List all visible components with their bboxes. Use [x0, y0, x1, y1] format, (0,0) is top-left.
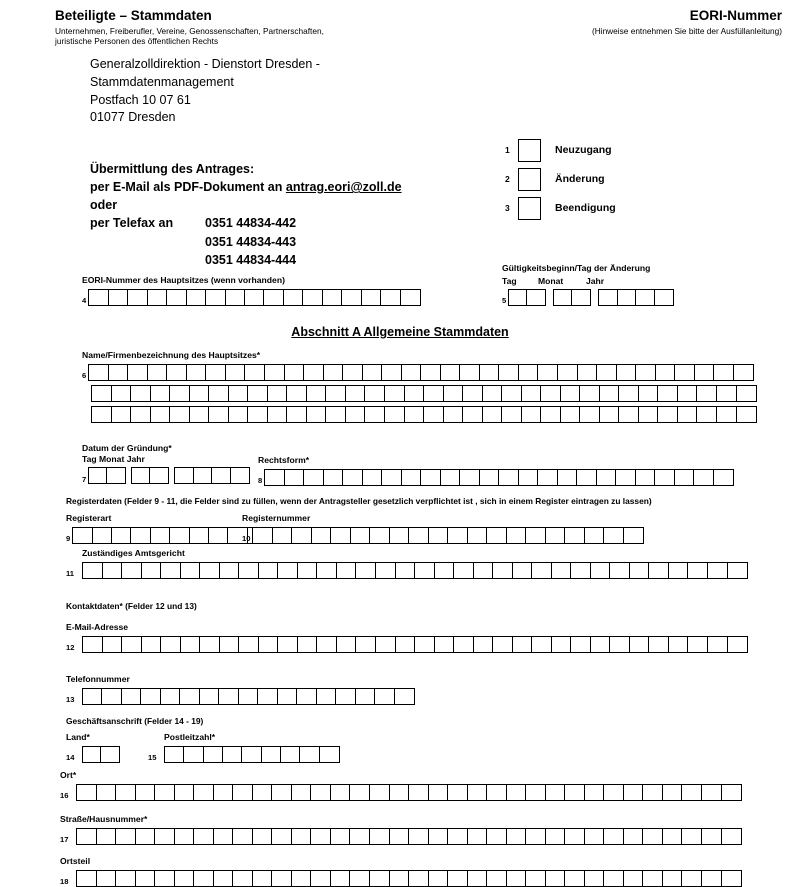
field-email [66, 622, 748, 653]
field-label: Datum der Gründung* [82, 443, 172, 453]
input-plz[interactable] [164, 746, 340, 763]
input-registerart[interactable] [72, 527, 268, 544]
field-label: E-Mail-Adresse [66, 622, 129, 632]
field-label: Name/Firmenbezeichnung des Hauptsitzes* [82, 350, 261, 360]
option-row-aenderung [505, 167, 616, 191]
option-number: 2 [505, 174, 510, 184]
eori-title: EORI-Nummer [689, 8, 782, 23]
transmission-oder: oder [90, 198, 118, 213]
header-subtitle-line1: Unternehmen, Freiberufler, Vereine, Genossenschaften, Partnerschaften, [55, 25, 324, 36]
field-plz [148, 732, 340, 763]
fax-line-3 [90, 251, 402, 269]
field-eori-hauptsitz [82, 275, 421, 306]
input-name-firma-row2[interactable] [91, 385, 757, 402]
input-tag[interactable] [508, 289, 546, 306]
field-number: 4 [82, 296, 87, 306]
sublabel-monat: Monat [538, 275, 564, 286]
input-rechtsform[interactable] [264, 469, 734, 486]
input-monat[interactable] [553, 289, 591, 306]
field-label: Registernummer [242, 513, 311, 523]
fax-label: per Telefax an [90, 216, 174, 231]
fax-spacer [90, 233, 205, 251]
field-label: EORI-Nummer des Hauptsitzes (wenn vorhanden) [82, 275, 285, 285]
field-number: 6 [82, 371, 87, 381]
field-label: Ort* [60, 770, 77, 780]
field-number: 8 [258, 476, 263, 486]
field-label: Land* [66, 732, 90, 742]
field-telefon [66, 674, 415, 705]
input-ort[interactable] [76, 784, 742, 801]
field-number: 18 [60, 877, 69, 887]
fax-number-3: 0351 44834-444 [205, 252, 297, 267]
field-label: Rechtsform* [258, 455, 310, 465]
field-label: Ortsteil [60, 856, 91, 866]
fax-spacer [90, 251, 205, 269]
address-line-3: Postfach 10 07 61 [90, 92, 191, 107]
header-subtitle-line2: juristische Personen des öffentlichen Rechts [55, 36, 219, 47]
field-number: 7 [82, 474, 87, 484]
request-type-options [505, 138, 616, 225]
header-left [55, 8, 324, 47]
page-title: Beteiligte – Stammdaten [55, 8, 212, 23]
field-sublabel: Tag Monat Jahr [82, 453, 145, 464]
option-row-beendigung [505, 196, 616, 220]
option-number: 3 [505, 203, 510, 213]
recipient-address [90, 56, 320, 127]
option-number: 1 [505, 145, 510, 155]
checkbox-neuzugang[interactable] [518, 139, 541, 162]
document-header [55, 8, 782, 47]
field-rechtsform [258, 455, 734, 486]
field-number: 9 [66, 534, 71, 544]
fax-line-2 [90, 233, 402, 251]
kontaktdaten-hint: Kontaktdaten* (Felder 12 und 13) [66, 601, 197, 611]
input-name-firma-row1[interactable] [88, 364, 754, 381]
input-land[interactable] [82, 746, 120, 763]
transmission-title: Übermittlung des Antrages: [90, 162, 255, 176]
registerdaten-hint: Registerdaten (Felder 9 - 11, die Felder sind zu füllen, wenn der Antragsteller gesetzlich verpflichtet ist , sich in einem Register eintragen zu lassen) [66, 496, 652, 506]
field-registerart [66, 513, 268, 544]
field-ortsteil [60, 856, 742, 887]
address-line-2: Stammdatenmanagement [90, 74, 234, 89]
input-gruendung-tag[interactable] [88, 467, 126, 484]
option-label: Neuzugang [555, 144, 612, 156]
geschaeftsanschrift-hint: Geschäftsanschrift (Felder 14 - 19) [66, 716, 204, 726]
input-strasse[interactable] [76, 828, 742, 845]
checkbox-beendigung[interactable] [518, 197, 541, 220]
input-jahr[interactable] [598, 289, 674, 306]
fax-line-1 [90, 214, 402, 232]
checkbox-aenderung[interactable] [518, 168, 541, 191]
input-telefon[interactable] [82, 688, 415, 705]
address-line-1: Generalzolldirektion - Dienstort Dresden - [90, 57, 320, 71]
field-number: 10 [242, 534, 251, 544]
header-right [592, 8, 782, 36]
field-label: Gültigkeitsbeginn/Tag der Änderung [502, 263, 651, 273]
eori-hint: (Hinweise entnehmen Sie bitte der Ausfüllanleitung) [591, 26, 782, 36]
field-label: Zuständiges Amtsgericht [82, 548, 185, 558]
fax-number-1: 0351 44834-442 [205, 216, 297, 231]
field-label: Registerart [66, 513, 112, 523]
field-label: Telefonnummer [66, 674, 130, 684]
address-line-4: 01077 Dresden [90, 110, 176, 125]
field-ort [60, 770, 742, 801]
field-number: 5 [502, 296, 507, 306]
transmission-email-prefix: per E-Mail als PDF-Dokument an [90, 180, 286, 195]
section-a-title: Abschnitt A Allgemeine Stammdaten [291, 325, 509, 339]
input-amtsgericht[interactable] [82, 562, 748, 579]
transmission-block [90, 160, 402, 269]
email-link[interactable]: antrag.eori@zoll.de [285, 180, 402, 195]
input-gruendung-monat[interactable] [131, 467, 169, 484]
field-number: 15 [148, 753, 157, 763]
field-number: 11 [66, 569, 75, 579]
field-number: 13 [66, 695, 75, 705]
field-registernummer [242, 513, 644, 544]
transmission-email-line [90, 178, 402, 196]
input-email[interactable] [82, 636, 748, 653]
input-registernummer[interactable] [252, 527, 644, 544]
option-label: Beendigung [555, 202, 616, 214]
field-gueltigkeitsbeginn [502, 263, 674, 306]
field-name-firma [82, 350, 757, 423]
field-label: Postleitzahl* [164, 732, 216, 742]
field-number: 12 [66, 643, 75, 653]
field-number: 17 [60, 835, 69, 845]
option-label: Änderung [555, 173, 605, 185]
input-gruendung-jahr[interactable] [174, 467, 250, 484]
field-label: Straße/Hausnummer* [60, 814, 148, 824]
field-gruendungsdatum [82, 443, 250, 484]
field-amtsgericht [66, 548, 748, 579]
option-row-neuzugang [505, 138, 616, 162]
sublabel-tag: Tag [502, 275, 517, 286]
sublabel-jahr: Jahr [586, 275, 605, 286]
field-number: 16 [60, 791, 69, 801]
header-subtitle [55, 26, 324, 47]
input-eori-hauptsitz[interactable] [88, 289, 421, 306]
field-land [66, 732, 120, 763]
fax-number-2: 0351 44834-443 [205, 234, 297, 249]
field-number: 14 [66, 753, 75, 763]
input-ortsteil[interactable] [76, 870, 742, 887]
field-strasse [60, 814, 742, 845]
input-name-firma-row3[interactable] [91, 406, 757, 423]
